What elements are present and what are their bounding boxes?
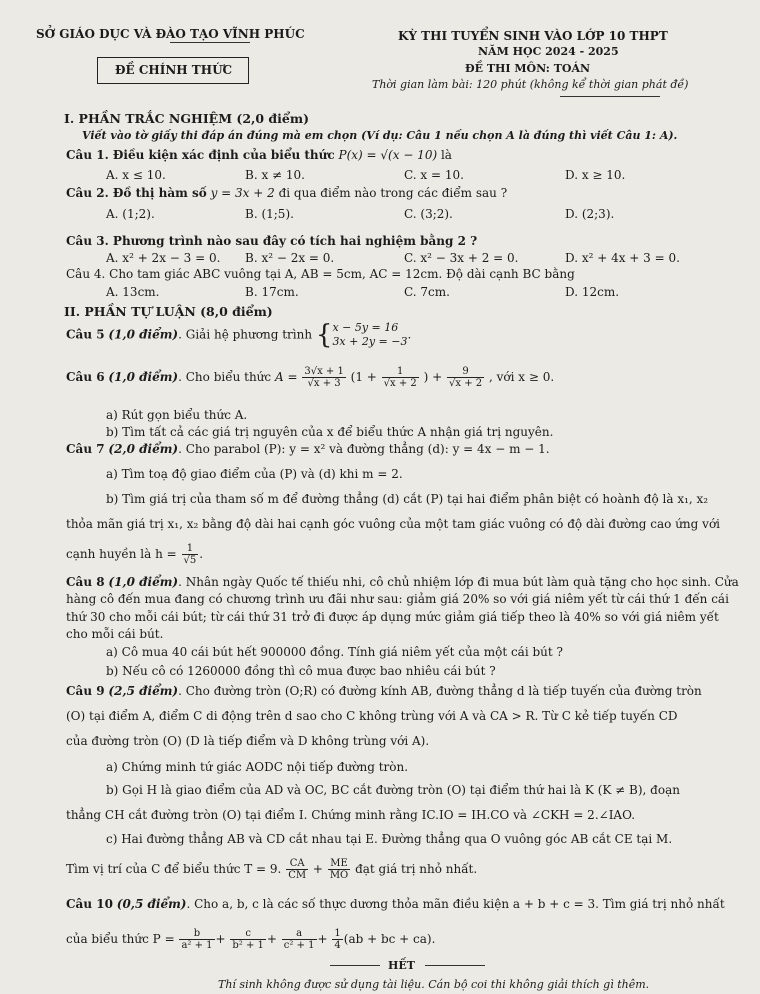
q1-option-d: D. x ≥ 10. bbox=[565, 168, 626, 182]
q8-part-a: a) Cô mua 40 cái bút hết 900000 đồng. Tính giá niêm yết của một cái bút ? bbox=[106, 645, 563, 659]
q3-option-d: D. x² + 4x + 3 = 0. bbox=[565, 251, 680, 265]
q10-line2: của biểu thức P = $\frac{b}{\text{a² + 1}}$ + $\frac{c}{\text{b² + 1}}$ + $\frac{a}{\text{c² + 1}}$ + $\frac{1}{4}$ (ab + bc + ca). bbox=[66, 928, 436, 951]
end-rule-right bbox=[425, 965, 485, 966]
q6-part-b: b) Tìm tất cả các giá trị nguyên của x để biểu thức A nhận giá trị nguyên. bbox=[106, 425, 554, 439]
q6-fraction-1: $\frac{3√x + 1}{√x + 3}$ bbox=[304, 366, 344, 389]
q9-line1: Câu 9 (2,5 điểm). Cho đường tròn (O;R) có đường kính AB, đường thẳng d là tiếp tuyến của đường tròn bbox=[66, 684, 702, 698]
q10-fraction-3: $\frac{a}{\text{c² + 1}}$ bbox=[283, 928, 315, 951]
q1-option-a: A. x ≤ 10. bbox=[106, 168, 166, 182]
q4-option-b: B. 17cm. bbox=[245, 285, 299, 299]
header-underline-left bbox=[170, 42, 250, 43]
q1-option-b: B. x ≠ 10. bbox=[245, 168, 305, 182]
q8-part-b: b) Nếu cô có 1260000 đồng thì cô mua được bao nhiêu cái bút ? bbox=[106, 664, 496, 678]
q7-part-b-line1: b) Tìm giá trị của tham số m để đường thẳng (d) cắt (P) tại hai điểm phân biệt có hoành độ là x₁, x₂ bbox=[106, 492, 709, 506]
q8-line3: thứ 30 cho mỗi cái bút; từ cái thứ 31 trở đi được áp dụng mức giảm giá tiếp theo là 40% so với giá niêm yết bbox=[66, 610, 719, 624]
q6-fraction-2: $\frac{1}{√x + 2}$ bbox=[383, 366, 417, 389]
official-label: ĐỀ CHÍNH THỨC bbox=[115, 63, 233, 77]
q6-part-a: a) Rút gọn biểu thức A. bbox=[106, 408, 248, 422]
end-rule-left bbox=[330, 965, 380, 966]
department-name: SỞ GIÁO DỤC VÀ ĐÀO TẠO VĨNH PHÚC bbox=[36, 27, 305, 41]
q9-fraction-ca-cm: $\frac{CA}{CM}$ bbox=[288, 858, 307, 881]
q9-part-a: a) Chứng minh tứ giác AODC nội tiếp đường tròn. bbox=[106, 760, 409, 774]
q8-line2: hàng cô đến mua đang có chương trình ưu đãi như sau: giảm giá 20% so với giá niêm yết từ cái thứ 1 đến cái bbox=[66, 592, 729, 606]
q10-fraction-4: $\frac{1}{4}$ bbox=[334, 928, 341, 951]
end-mark: HẾT bbox=[388, 959, 415, 972]
exam-title: KỲ THI TUYỂN SINH VÀO LỚP 10 THPT bbox=[398, 29, 668, 43]
q3-option-a: A. x² + 2x − 3 = 0. bbox=[106, 251, 221, 265]
q9-part-b-line2: thẳng CH cắt đường tròn (O) tại điểm I. Chứng minh rằng IC.IO = IH.CO và ∠CKH = 2.∠IAO. bbox=[66, 808, 636, 822]
q10-fraction-2: $\frac{c}{\text{b² + 1}}$ bbox=[232, 928, 264, 951]
q7-part-b-line2: thỏa mãn giá trị x₁, x₂ bằng độ dài hai cạnh góc vuông của một tam giác vuông có độ dài đường cao ứng với bbox=[66, 517, 720, 531]
q7-height-fraction: $\frac{1}{√5}$ bbox=[183, 543, 197, 566]
school-year: NĂM HỌC 2024 - 2025 bbox=[478, 45, 619, 58]
footer-note: Thí sinh không được sử dụng tài liệu. Cán bộ coi thi không giải thích gì thêm. bbox=[218, 978, 650, 991]
q8-line1: Câu 8 (1,0 điểm). Nhân ngày Quốc tế thiếu nhi, cô chủ nhiệm lớp đi mua bút làm quà tặng cho học sinh. Cửa bbox=[66, 575, 739, 589]
q7-part-a: a) Tìm toạ độ giao điểm của (P) và (d) khi m = 2. bbox=[106, 467, 403, 481]
subject-label: ĐỀ THI MÔN: TOÁN bbox=[465, 62, 591, 75]
q10-fraction-1: $\frac{b}{\text{a² + 1}}$ bbox=[181, 928, 213, 951]
q1-stem: Câu 1. Điều kiện xác định của biểu thức P(x) = √(x − 10) là bbox=[66, 148, 452, 162]
header-underline-right bbox=[560, 96, 660, 97]
q2-stem: Câu 2. Đồ thị hàm số y = 3x + 2 đi qua điểm nào trong các điểm sau ? bbox=[66, 186, 508, 200]
q7-part-b-line3: cạnh huyền là h = $\frac{1}{√5}$ . bbox=[66, 543, 204, 566]
q9-part-c-line2: Tìm vị trí của C để biểu thức T = 9. $\frac{CA}{CM}$ + $\frac{ME}{MO}$ đạt giá trị nhỏ nhất. bbox=[66, 858, 478, 881]
q6-stem: Câu 6 (1,0 điểm). Cho biểu thức A = $\frac{3√x + 1}{√x + 3}$ (1 + $\frac{1}{√x + 2}$ ) + $\frac{9}{√x + 2}$ , với x ≥ 0. bbox=[66, 366, 555, 389]
q7-stem: Câu 7 (2,0 điểm). Cho parabol (P): y = x² và đường thẳng (d): y = 4x − m − 1. bbox=[66, 442, 550, 456]
q2-option-a: A. (1;2). bbox=[106, 207, 155, 221]
q1-option-c: C. x = 10. bbox=[404, 168, 464, 182]
q8-line4: cho mỗi cái bút. bbox=[66, 627, 164, 641]
part1-instruction: Viết vào tờ giấy thi đáp án đúng mà em chọn (Ví dụ: Câu 1 nếu chọn A là đúng thì viết Câu 1: A). bbox=[82, 129, 678, 142]
q6-fraction-3: $\frac{9}{√x + 2}$ bbox=[449, 366, 483, 389]
q3-stem: Câu 3. Phương trình nào sau đây có tích hai nghiệm bằng 2 ? bbox=[66, 234, 478, 248]
duration-label: Thời gian làm bài: 120 phút (không kể thời gian phát đề) bbox=[372, 78, 689, 91]
q9-line2: (O) tại điểm A, điểm C di động trên d sao cho C không trùng với A và CA > R. Từ C kẻ tiếp tuyến CD bbox=[66, 709, 678, 723]
part2-title: II. PHẦN TỰ LUẬN (8,0 điểm) bbox=[64, 304, 273, 319]
q9-line3: của đường tròn (O) (D là tiếp điểm và D không trùng với A). bbox=[66, 734, 430, 748]
q9-fraction-me-mo: $\frac{ME}{MO}$ bbox=[329, 858, 349, 881]
q3-option-c: C. x² − 3x + 2 = 0. bbox=[404, 251, 519, 265]
q4-option-a: A. 13cm. bbox=[106, 285, 160, 299]
q2-option-b: B. (1;5). bbox=[245, 207, 294, 221]
q2-option-d: D. (2;3). bbox=[565, 207, 615, 221]
q4-option-d: D. 12cm. bbox=[565, 285, 620, 299]
q9-part-c-line1: c) Hai đường thẳng AB và CD cắt nhau tại E. Đường thẳng qua O vuông góc AB cắt CE tại M. bbox=[106, 832, 673, 846]
q4-option-c: C. 7cm. bbox=[404, 285, 450, 299]
part1-title: I. PHẦN TRẮC NGHIỆM (2,0 điểm) bbox=[64, 111, 309, 126]
q10-line1: Câu 10 (0,5 điểm). Cho a, b, c là các số thực dương thỏa mãn điều kiện a + b + c = 3. Tìm giá trị nhỏ nhất bbox=[66, 897, 725, 911]
q5-stem: Câu 5 (1,0 điểm). Giải hệ phương trình {x − 5y = 16 3x + 2y = −3. bbox=[66, 320, 412, 350]
q3-option-b: B. x² − 2x = 0. bbox=[245, 251, 335, 265]
q2-option-c: C. (3;2). bbox=[404, 207, 453, 221]
q9-part-b-line1: b) Gọi H là giao điểm của AD và OC, BC cắt đường tròn (O) tại điểm thứ hai là K (K ≠ B), đoạn bbox=[106, 783, 680, 797]
q4-stem: Câu 4. Cho tam giác ABC vuông tại A, AB = 5cm, AC = 12cm. Độ dài cạnh BC bằng bbox=[66, 267, 575, 281]
